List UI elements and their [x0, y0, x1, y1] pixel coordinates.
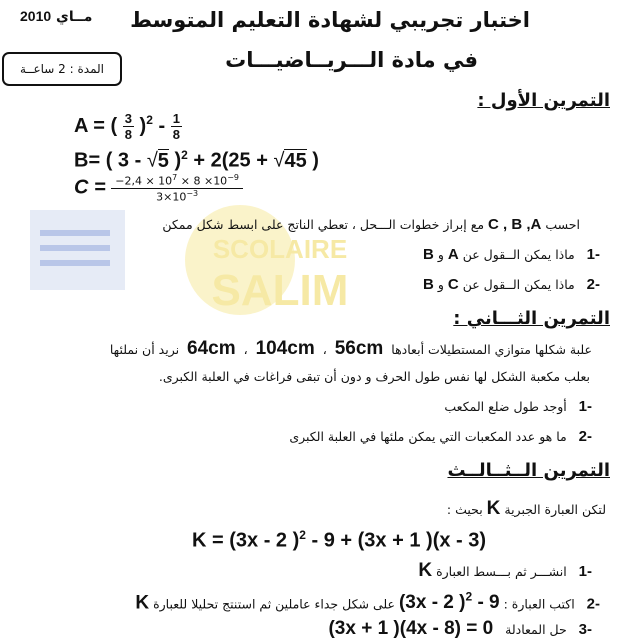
expr-k: K = (3x - 2 )$^2$ - 9 + (3x + 1 )(x - 3): [192, 528, 487, 552]
exercise1-instruction: احسب C , B ,A مع إبراز خطوات الـــحل ، تعطي الناتج على ابسط شكل ممكن: [162, 216, 580, 233]
exercise2-q2: -2 ما هو عدد المكعبات التي يمكن ملئها في العلبة الكبرى: [289, 428, 592, 445]
expr-b: B= ( 3 - √5 )$^2$ + 2(25 + √45 ): [74, 148, 319, 172]
exercise1-q1: -1 ماذا يمكن الــقول عن A و B: [423, 246, 600, 263]
duration-text: المدة : 2 ساعــة: [20, 62, 104, 76]
exercise2-heading: التمرين الثـــاني :: [453, 308, 610, 329]
exercise2-line1: علبة شكلها متوازي المستطيلات أبعادها 64cm ، 104cm ، 56cm نريد أن نملئها: [109, 338, 592, 359]
watermark-line1: SCOLAIRE: [212, 234, 348, 264]
exercise3-q3: -3 حل المعادلة (3x + 1 )(4x - 8) = 0: [328, 618, 592, 639]
date-year: 2010: [20, 8, 52, 24]
expr-a: A = ( $\frac{3}{8}$ )$^2$ - $\frac{1}{8}$: [74, 111, 180, 142]
title-line1: اختبار تجريبي لشهادة التعليم المتوسط: [130, 8, 530, 32]
title-line2: في مادة الـــريــاضيـــات: [225, 48, 478, 72]
exercise3-heading: التمرين الــثــالــث: [447, 460, 610, 481]
exercise3-q1: -1 انشـــر ثم بـــسط العبارة K: [418, 560, 592, 581]
exercise2-line2: بعلب مكعبة الشكل لها نفس طول الحرف و دون أن تبقى فراغات في العلبة الكبرى.: [158, 369, 590, 384]
expr-c: C = $\frac{-2,4 \times 10^7 \times 8 \times 10^{-9}}{3\times 10^{-3}}$: [74, 174, 243, 202]
exercise2-q1: -1 أوجد طول ضلع المكعب: [444, 398, 592, 415]
date-month: مــاي: [56, 9, 93, 25]
exercise3-q2: -2 اكتب العبارة : (3x - 2 )$^2$ - 9 على شكل جداء عاملين ثم استنتج تحليلا للعبارة K: [135, 590, 600, 614]
exercise1-q2: -2 ماذا يمكن الــقول عن C و B: [423, 276, 600, 293]
exercise3-intro: لتكن العبارة الجبرية K بحيث :: [446, 498, 606, 519]
exercise1-heading: التمرين الأول :: [477, 90, 610, 111]
watermark-line2: SALIM: [211, 266, 349, 315]
duration-box: [2, 52, 122, 86]
exam-date: [20, 8, 92, 25]
